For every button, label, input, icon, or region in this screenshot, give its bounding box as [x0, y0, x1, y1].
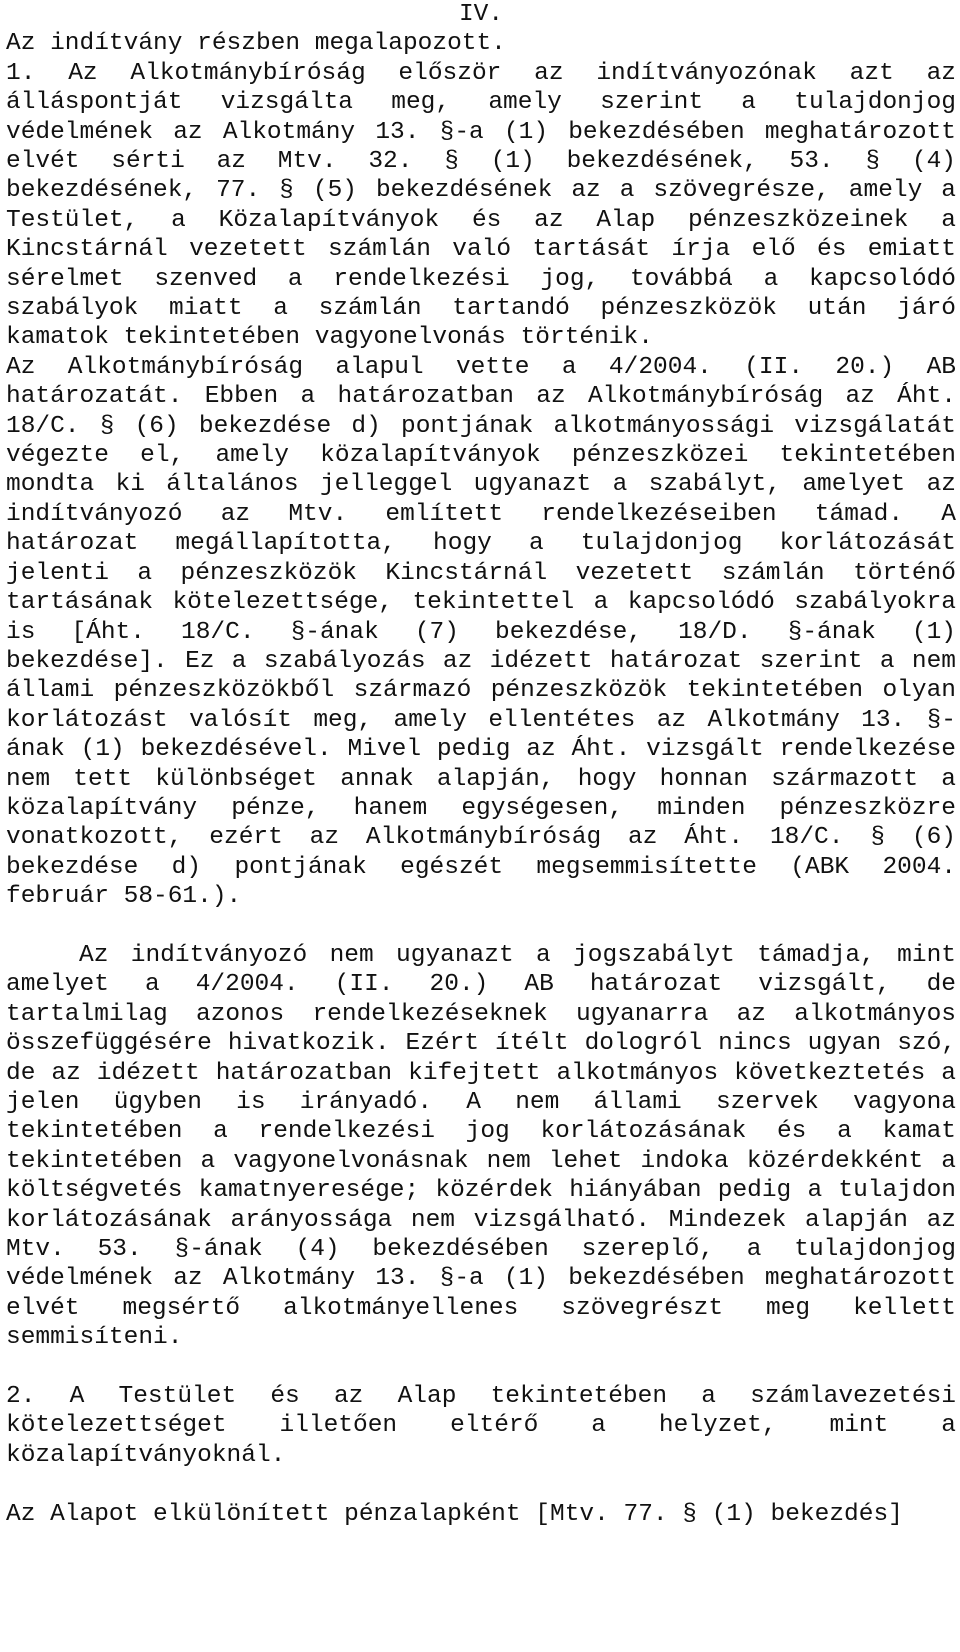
section-heading: IV. [458, 1, 504, 28]
document-page [6, 0, 956, 1529]
paragraph: Az indítvány részben megalapozott. [6, 30, 506, 58]
paragraph-spacer [6, 1353, 956, 1382]
paragraph: Az indítványozó nem ugyanazt a jogszabályt támadja, mint amelyet a 4/2004. (II. 20.) AB határozat vizsgált, de tartalmilag azonos rendelkezéseknek ugyanarra az alkotmányos összefüggésére hivatkozik. Ezért ítélt dologról nincs ugyan szó, de az idézett határozatban kifejtett alkotmányos következtetés a jelen ügyben is irányadó. A nem állami szervek vagyona tekintetében a rendelkezési jog korlátozásának és a kamat tekintetében a vagyonelvonásnak nem lehet indoka közérdekként a költségvetés kamatnyeresége; közérdek hiányában pedig a tulajdon korlátozásának arányossága nem vizsgálható. Mindezek alapján az Mtv. 53. §-ának (4) bekezdésében szereplő, a tulajdonjog védelmének az Alkotmány 13. §-a (1) bekezdésében meghatározott elvét megsértő alkotmányellenes szövegrészt meg kellett semmisíteni. [6, 941, 956, 1352]
paragraph-spacer [6, 912, 956, 941]
paragraph: Az Alapot elkülönített pénzalapként [Mtv. 77. § (1) bekezdés] [6, 1500, 903, 1528]
paragraph: Az Alkotmánybíróság alapul vette a 4/2004. (II. 20.) AB határozatát. Ebben a határozatban az Alkotmánybíróság az Áht. 18/C. § (6) bekezdése d) pontjának alkotmányossági vizsgálatát végezte el, amely közalapítványok pénzeszközei tekintetében mondta ki általános jelleggel ugyanazt a szabályt, amelyet az indítványozó az Mtv. említett rendelkezéseiben támad. A határozat megállapította, hogy a tulajdonjog korlátozását jelenti a pénzeszközök Kincstárnál vezetett számlán történő tartásának kötelezettsége, tekintettel a kapcsolódó szabályokra is [Áht. 18/C. §-ának (7) bekezdése, 18/D. §-ának (1) bekezdése]. Ez a szabályozás az idézett határozat szerint a nem állami pénzeszközökből származó pénzeszközök tekintetében olyan korlátozást valósít meg, amely ellentétes az Alkotmány 13. §-ának (1) bekezdésével. Mivel pedig az Áht. vizsgált rendelkezése nem tett különbséget annak alapján, hogy honnan származott a közalapítvány pénze, hanem egységesen, minden pénzeszközre vonatkozott, ezért az Alkotmánybíróság az Áht. 18/C. § (6) bekezdése d) pontjának egészét megsemmisítette (ABK 2004. február 58-61.). [6, 353, 956, 911]
paragraph: 1. Az Alkotmánybíróság először az indítványozónak azt az álláspontját vizsgálta meg, amely szerint a tulajdonjog védelmének az Alkotmány 13. §-a (1) bekezdésében meghatározott elvét sérti az Mtv. 32. § (1) bekezdésének, 53. § (4) bekezdésének, 77. § (5) bekezdésének az a szövegrésze, amely a Testület, a Közalapítványok és az Alap pénzeszközeinek a Kincstárnál vezetett számlán való tartását írja elő és emiatt sérelmet szenved a rendelkezési jog, továbbá a kapcsolódó szabályok miatt a számlán tartandó pénzeszközök után járó kamatok tekintetében vagyonelvonás történik. [6, 59, 956, 352]
paragraph-spacer [6, 1470, 956, 1499]
paragraph: 2. A Testület és az Alap tekintetében a számlavezetési kötelezettséget illetően eltérő a helyzet, mint a közalapítványoknál. [6, 1383, 956, 1469]
document-body [6, 29, 956, 1529]
